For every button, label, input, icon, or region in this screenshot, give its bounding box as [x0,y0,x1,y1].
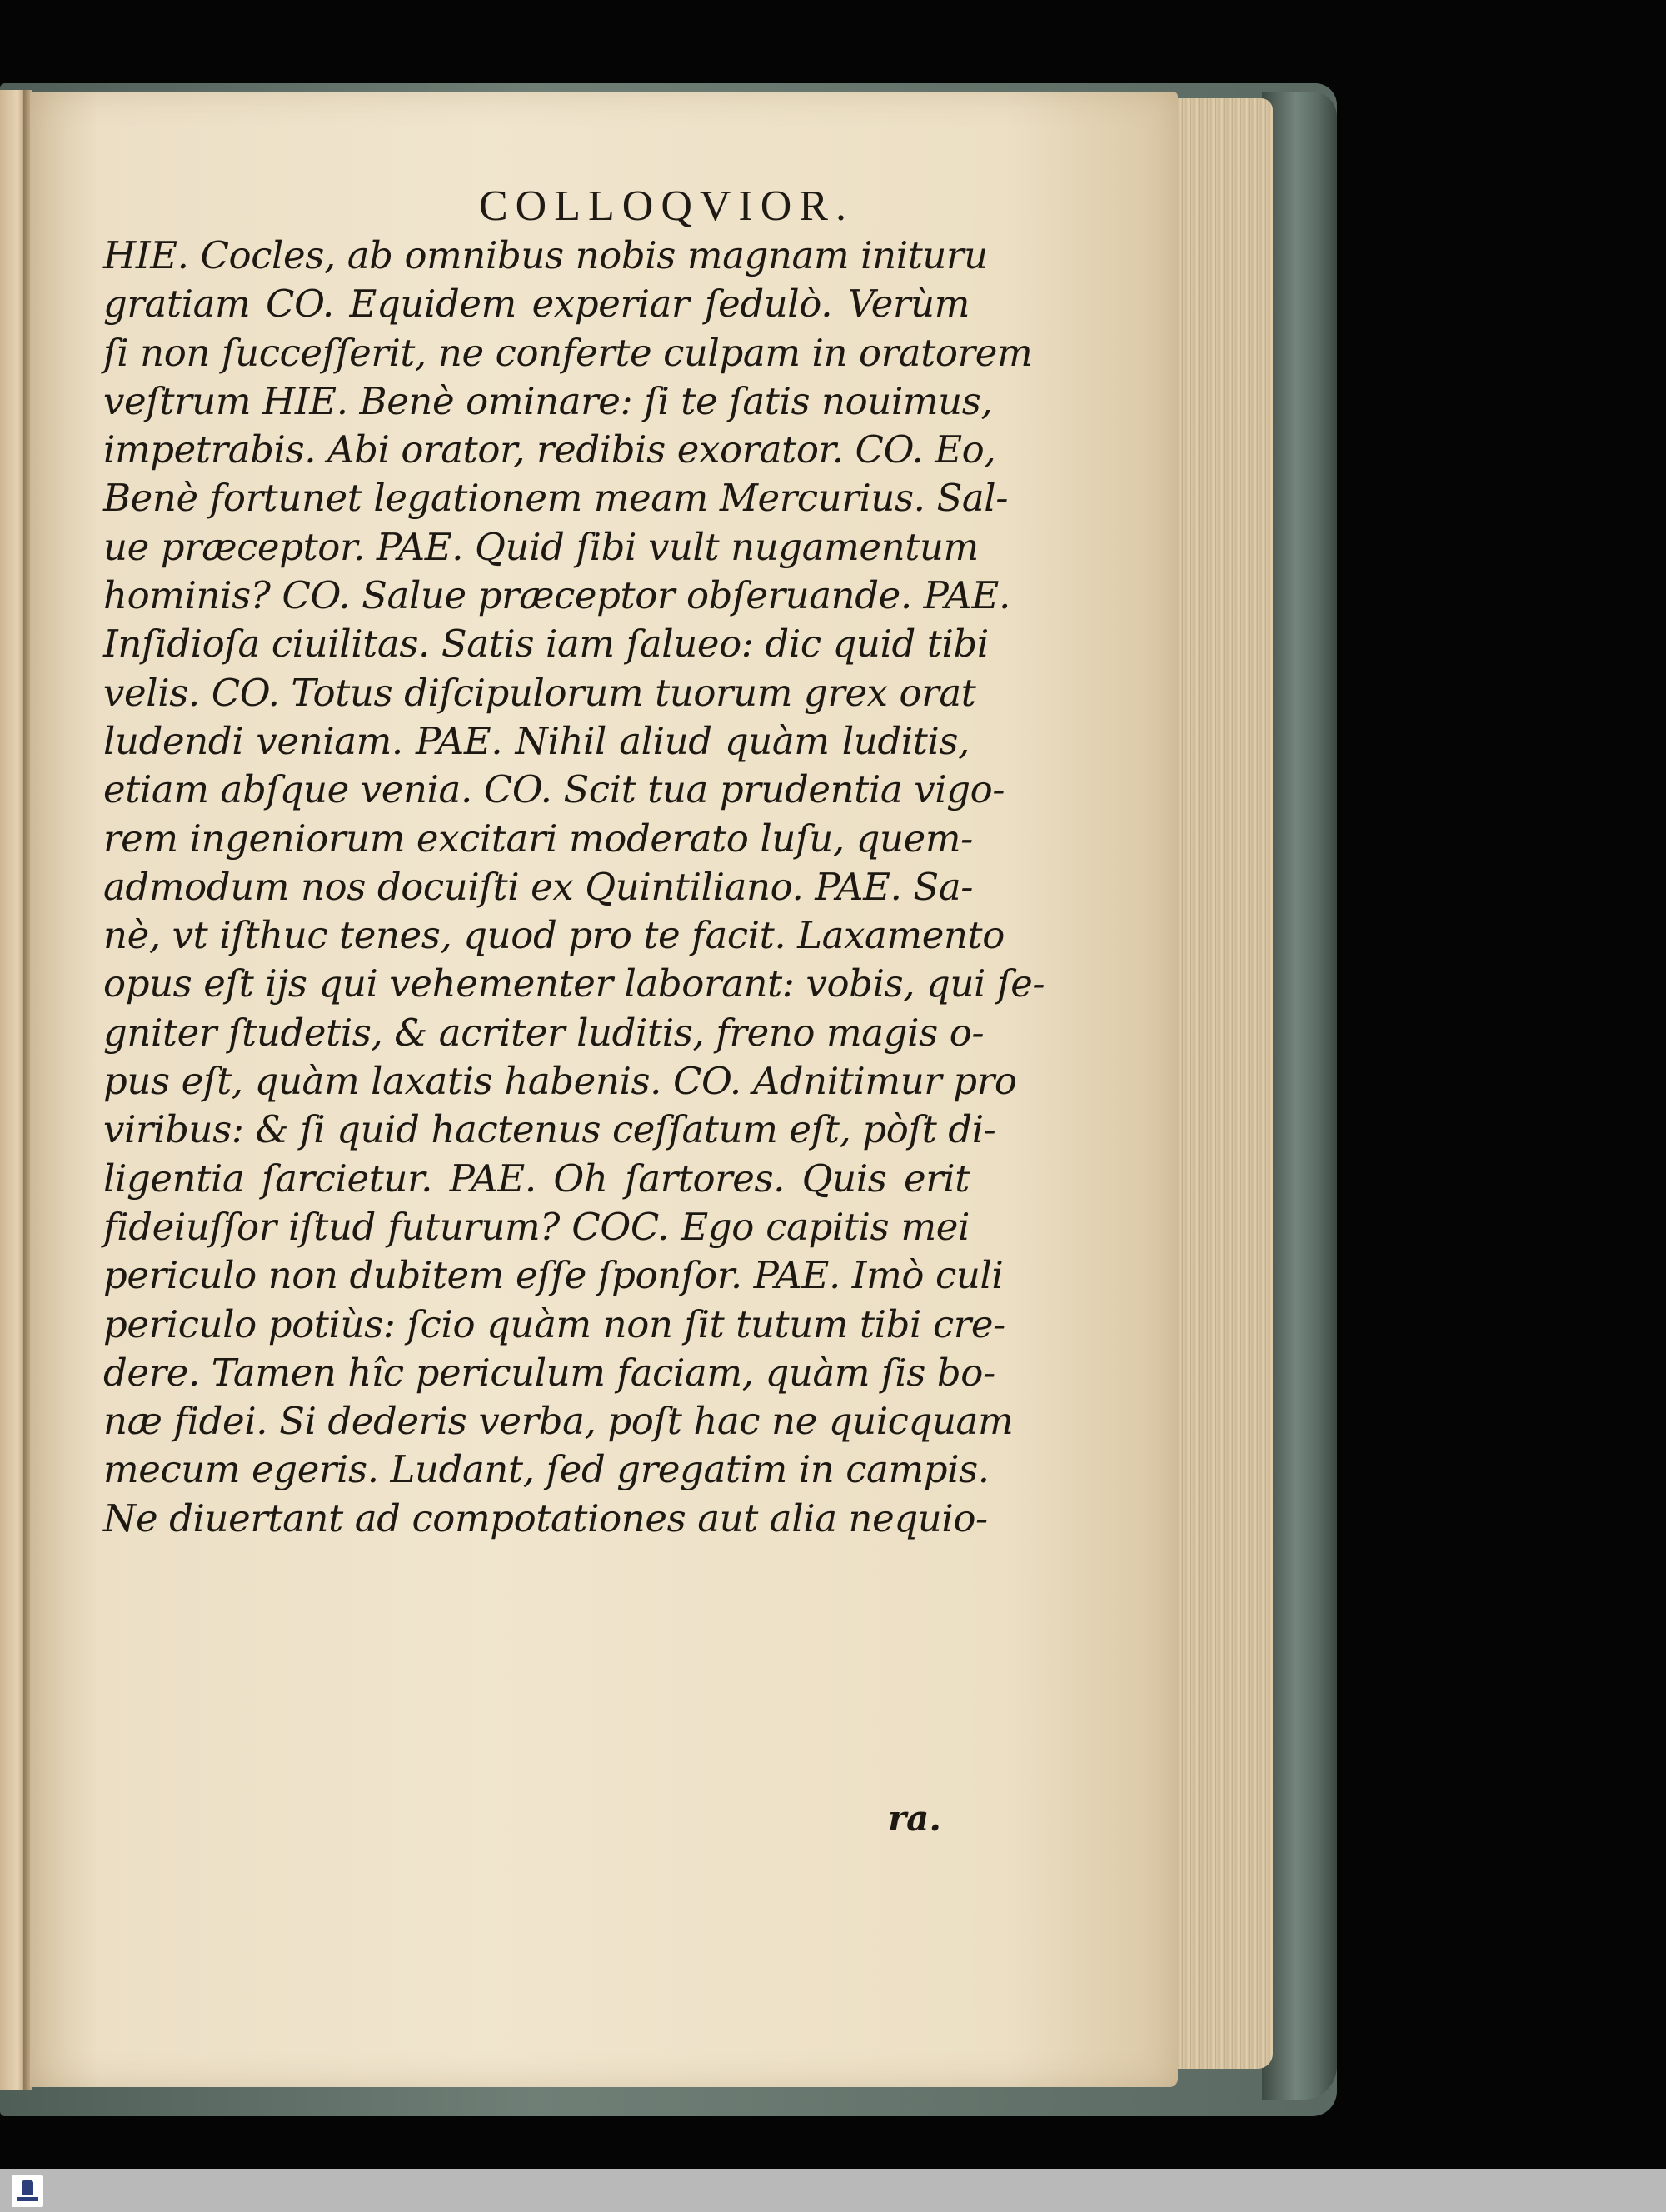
text-line: ligentia ſarcietur. PAE. Oh ſartores. Quis erit [103,1156,970,1201]
text-line: etiam abſque venia. CO. Scit tua prudentia vigo- [103,767,1005,812]
text-line: Inſidioſa ciuilitas. Satis iam ſalueo: dic quid tibi [103,622,989,667]
cover-edge [1262,92,1337,2100]
text-line: mecum egeris. Ludant, ſed gregatim in campis. [103,1447,990,1492]
page-stack-edge [1175,98,1273,2069]
text-line: veſtrum HIE. Benè ominare: ſi te ſatis nouimus, [103,378,993,423]
text-line: hominis? CO. Salue præceptor obſeruande. PAE. [103,573,1010,618]
text-line: periculo potiùs: ſcio quàm non ſit tutum tibi cre- [103,1301,1005,1346]
previous-page-edge [0,90,25,2090]
text-line: periculo non dubitem eſſe ſponſor. PAE. Imò culi [103,1253,1004,1298]
running-head: COLLOQVIOR. [479,182,854,230]
text-line: ſi non ſucceſſerit, ne conferte culpam in oratorem [103,330,1033,375]
page-text [103,232,1045,1543]
catchword: ra. [888,1798,941,1839]
library-logo-mark [22,2180,33,2195]
text-line: opus eſt ijs qui vehementer laborant: vobis, qui ſe- [103,961,1045,1006]
text-line: pus eſt, quàm laxatis habenis. CO. Adnitimur pro [103,1059,1017,1104]
text-line: gratiam CO. Equidem experiar ſedulò. Verùm [103,282,970,327]
library-logo-icon[interactable] [12,2175,43,2207]
text-line: rem ingeniorum excitari moderato luſu, quem- [103,816,973,861]
text-line: HIE. Cocles, ab omnibus nobis magnam inituru [103,233,988,277]
text-line: Ne diuertant ad compotationes aut alia nequio- [103,1495,988,1540]
text-line: gniter ſtudetis, & acriter luditis, freno magis o- [103,1010,985,1055]
text-line: Benè fortunet legationem meam Mercurius. Sal- [103,476,1009,521]
text-line: viribus: & ſi quid hactenus ceſſatum eſt, pòſt di- [103,1107,996,1152]
text-line: nè, vt iſthuc tenes, quod pro te facit. Laxamento [103,913,1005,958]
book-page [30,92,1178,2087]
text-line: dere. Tamen hîc periculum faciam, quàm ſis bo- [103,1350,995,1395]
library-logo-base [17,2197,38,2201]
text-line: velis. CO. Totus diſcipulorum tuorum grex orat [103,670,976,715]
text-line: impetrabis. Abi orator, redibis exorator. CO. Eo, [103,427,996,472]
viewer-footer-bar [0,2169,1666,2212]
text-line: næ fidei. Si dederis verba, poſt hac ne quicquam [103,1399,1014,1444]
text-line: ludendi veniam. PAE. Nihil aliud quàm luditis, [103,718,970,763]
text-line: ue præceptor. PAE. Quid ſibi vult nugamentum [103,524,979,569]
text-line: fideiuſſor iſtud futurum? COC. Ego capitis mei [103,1204,970,1249]
text-line: admodum nos docuiſti ex Quintiliano. PAE. Sa- [103,864,974,909]
